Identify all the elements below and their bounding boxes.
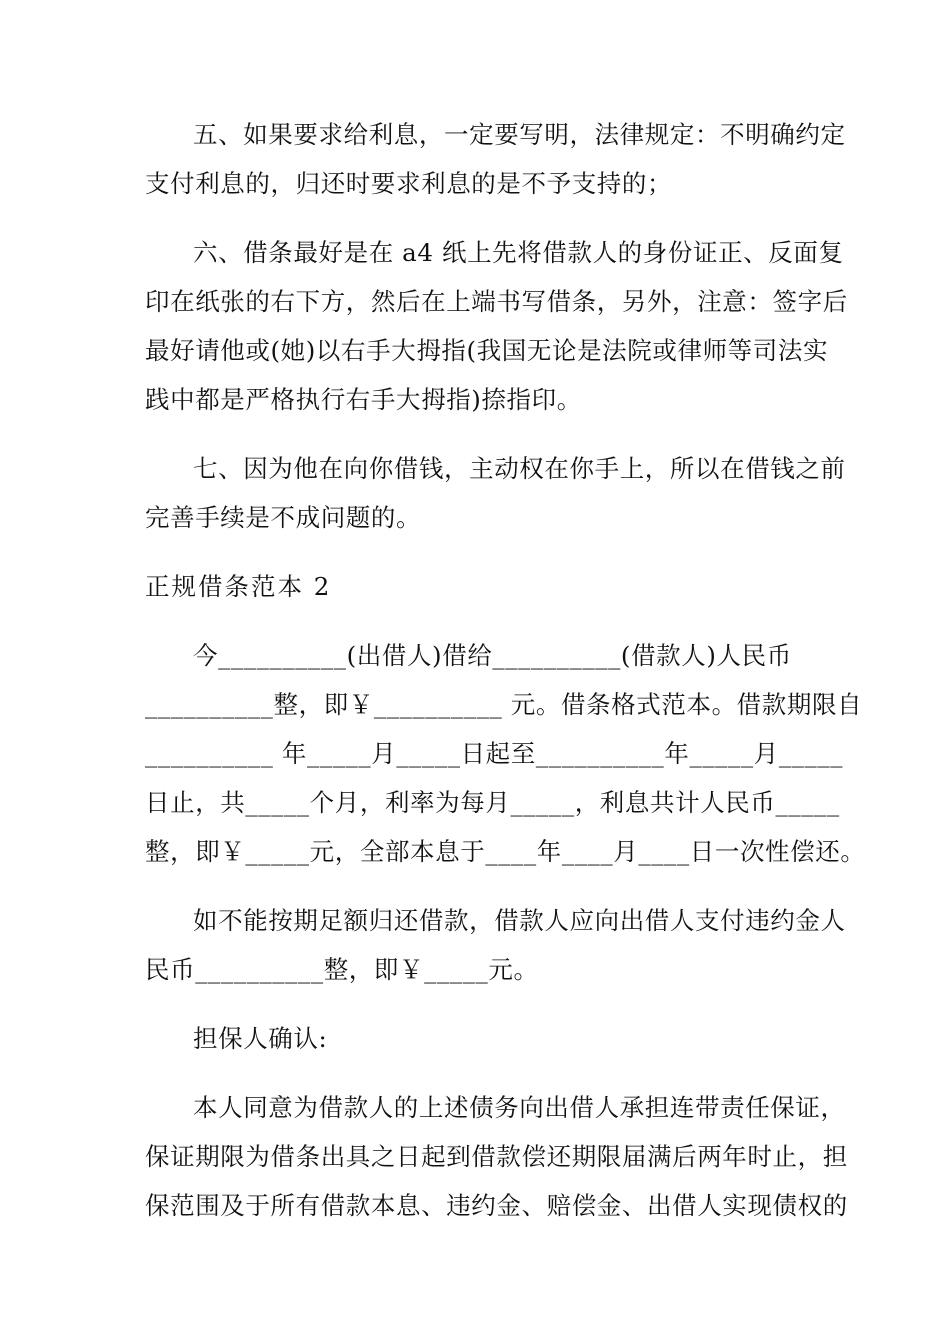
section-heading: 正规借条范本 2 [145, 572, 332, 601]
penalty-line-2: 民币__________整，即￥_____元。 [145, 955, 539, 984]
guarantee-line-1: 本人同意为借款人的上述债务向出借人承担连带责任保证， [193, 1093, 846, 1122]
template-line-4: 日止，共_____个月，利率为每月_____，利息共计人民币_____ [145, 788, 840, 817]
paragraph-6-line-4: 践中都是严格执行右手大拇指)捺指印。 [145, 385, 582, 414]
penalty-line-1: 如不能按期足额归还借款，借款人应向出借人支付违约金人 [193, 906, 846, 935]
template-line-3: __________ 年_____月_____日起至__________年_____月_____ [145, 739, 844, 768]
paragraph-5-line-2: 支付利息的，归还时要求利息的是不予支持的； [145, 169, 673, 198]
paragraph-7-line-1: 七、因为他在向你借钱，主动权在你手上，所以在借钱之前 [193, 454, 846, 483]
paragraph-7-line-2: 完善手续是不成问题的。 [145, 503, 422, 532]
template-line-5: 整，即￥_____元，全部本息于____年____月____日一次性偿还。 [145, 837, 866, 866]
template-line-1: 今__________(出借人)借给__________(借款人)人民币 [193, 641, 792, 670]
paragraph-6-line-1: 六、借条最好是在 a4 纸上先将借款人的身份证正、反面复 [193, 238, 844, 267]
paragraph-5-line-1: 五、如果要求给利息，一定要写明，法律规定：不明确约定 [193, 120, 846, 149]
guarantee-line-3: 保范围及于所有借款本息、违约金、赔偿金、出借人实现债权的 [145, 1191, 848, 1220]
paragraph-6-line-3: 最好请他或(她)以右手大拇指(我国无论是法院或律师等司法实 [145, 336, 829, 365]
guarantee-line-2: 保证期限为借条出具之日起到借款偿还期限届满后两年时止，担 [145, 1142, 848, 1171]
paragraph-6-line-2: 印在纸张的右下方，然后在上端书写借条，另外，注意：签字后 [145, 287, 848, 316]
guarantor-heading: 担保人确认: [193, 1024, 328, 1053]
template-line-2: __________整，即￥__________ 元。借条格式范本。借款期限自 [145, 690, 863, 719]
